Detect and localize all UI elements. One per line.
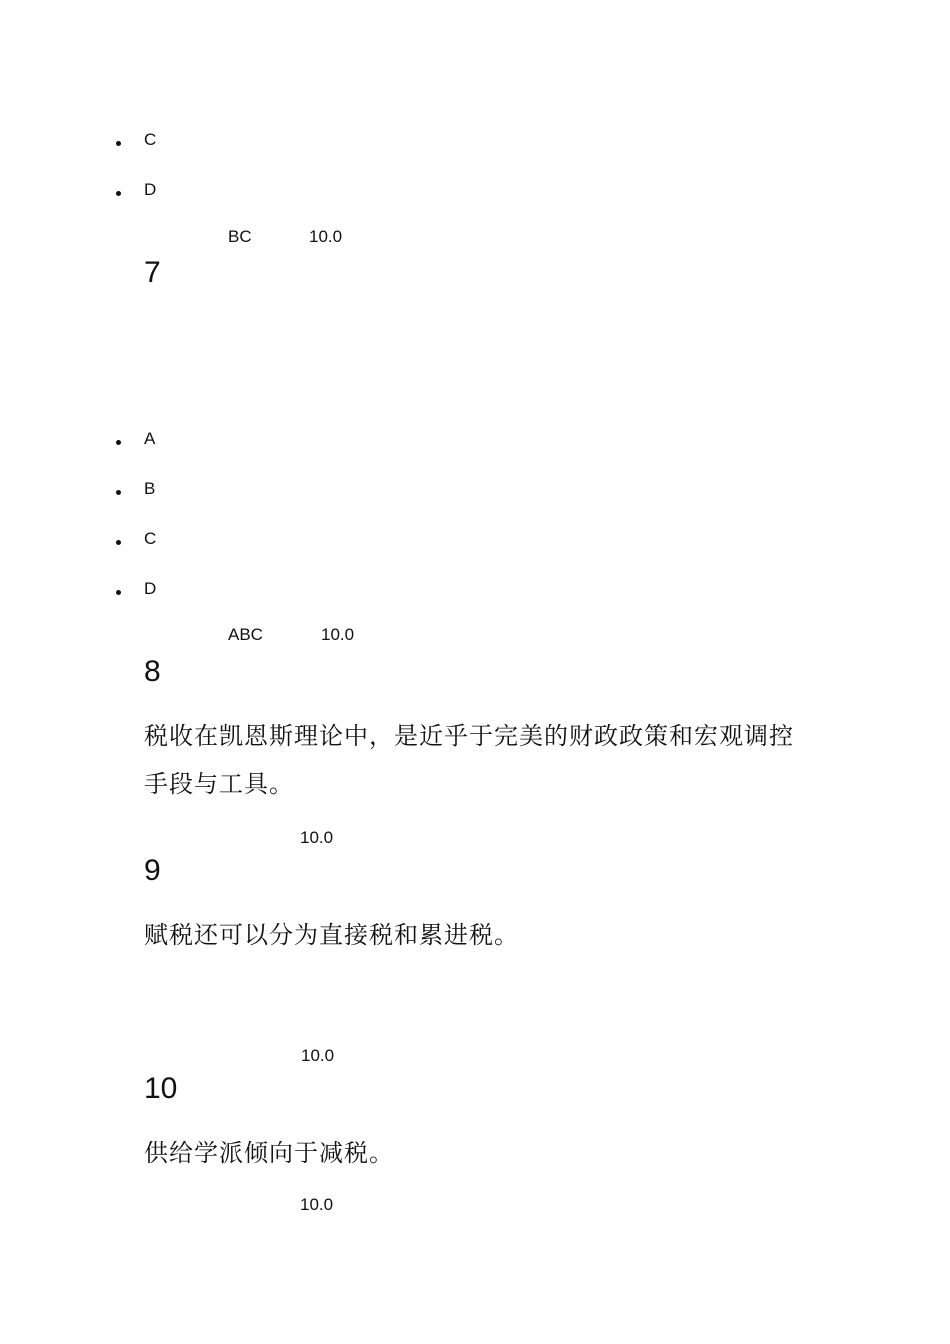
score-value: 10.0: [301, 1046, 335, 1065]
option-bullet: [116, 590, 121, 595]
answer-value: ABC: [228, 625, 263, 644]
option-label: D: [144, 180, 157, 199]
option-label: C: [144, 130, 157, 149]
option-label: A: [144, 429, 156, 448]
option-bullet: [116, 141, 121, 146]
option-bullet: [116, 440, 121, 445]
answer-value: BC: [228, 227, 252, 246]
question-text: 手段与工具。: [144, 770, 294, 798]
option-bullet: [116, 540, 121, 545]
question-number: 10: [144, 1072, 178, 1105]
option-label: B: [144, 479, 156, 498]
score-value: 10.0: [300, 1195, 334, 1214]
score-value: 10.0: [300, 828, 334, 847]
option-bullet: [116, 191, 121, 196]
option-label: D: [144, 579, 157, 598]
question-number: 8: [144, 655, 161, 688]
option-label: C: [144, 529, 157, 548]
score-value: 10.0: [309, 227, 343, 246]
score-value: 10.0: [321, 625, 355, 644]
question-text: 赋税还可以分为直接税和累进税。: [144, 921, 519, 949]
question-text: 供给学派倾向于减税。: [144, 1139, 394, 1167]
option-bullet: [116, 490, 121, 495]
question-text: 税收在凯恩斯理论中，是近乎于完美的财政政策和宏观调控: [144, 722, 794, 750]
question-number: 9: [144, 854, 161, 887]
question-number: 7: [144, 256, 161, 289]
